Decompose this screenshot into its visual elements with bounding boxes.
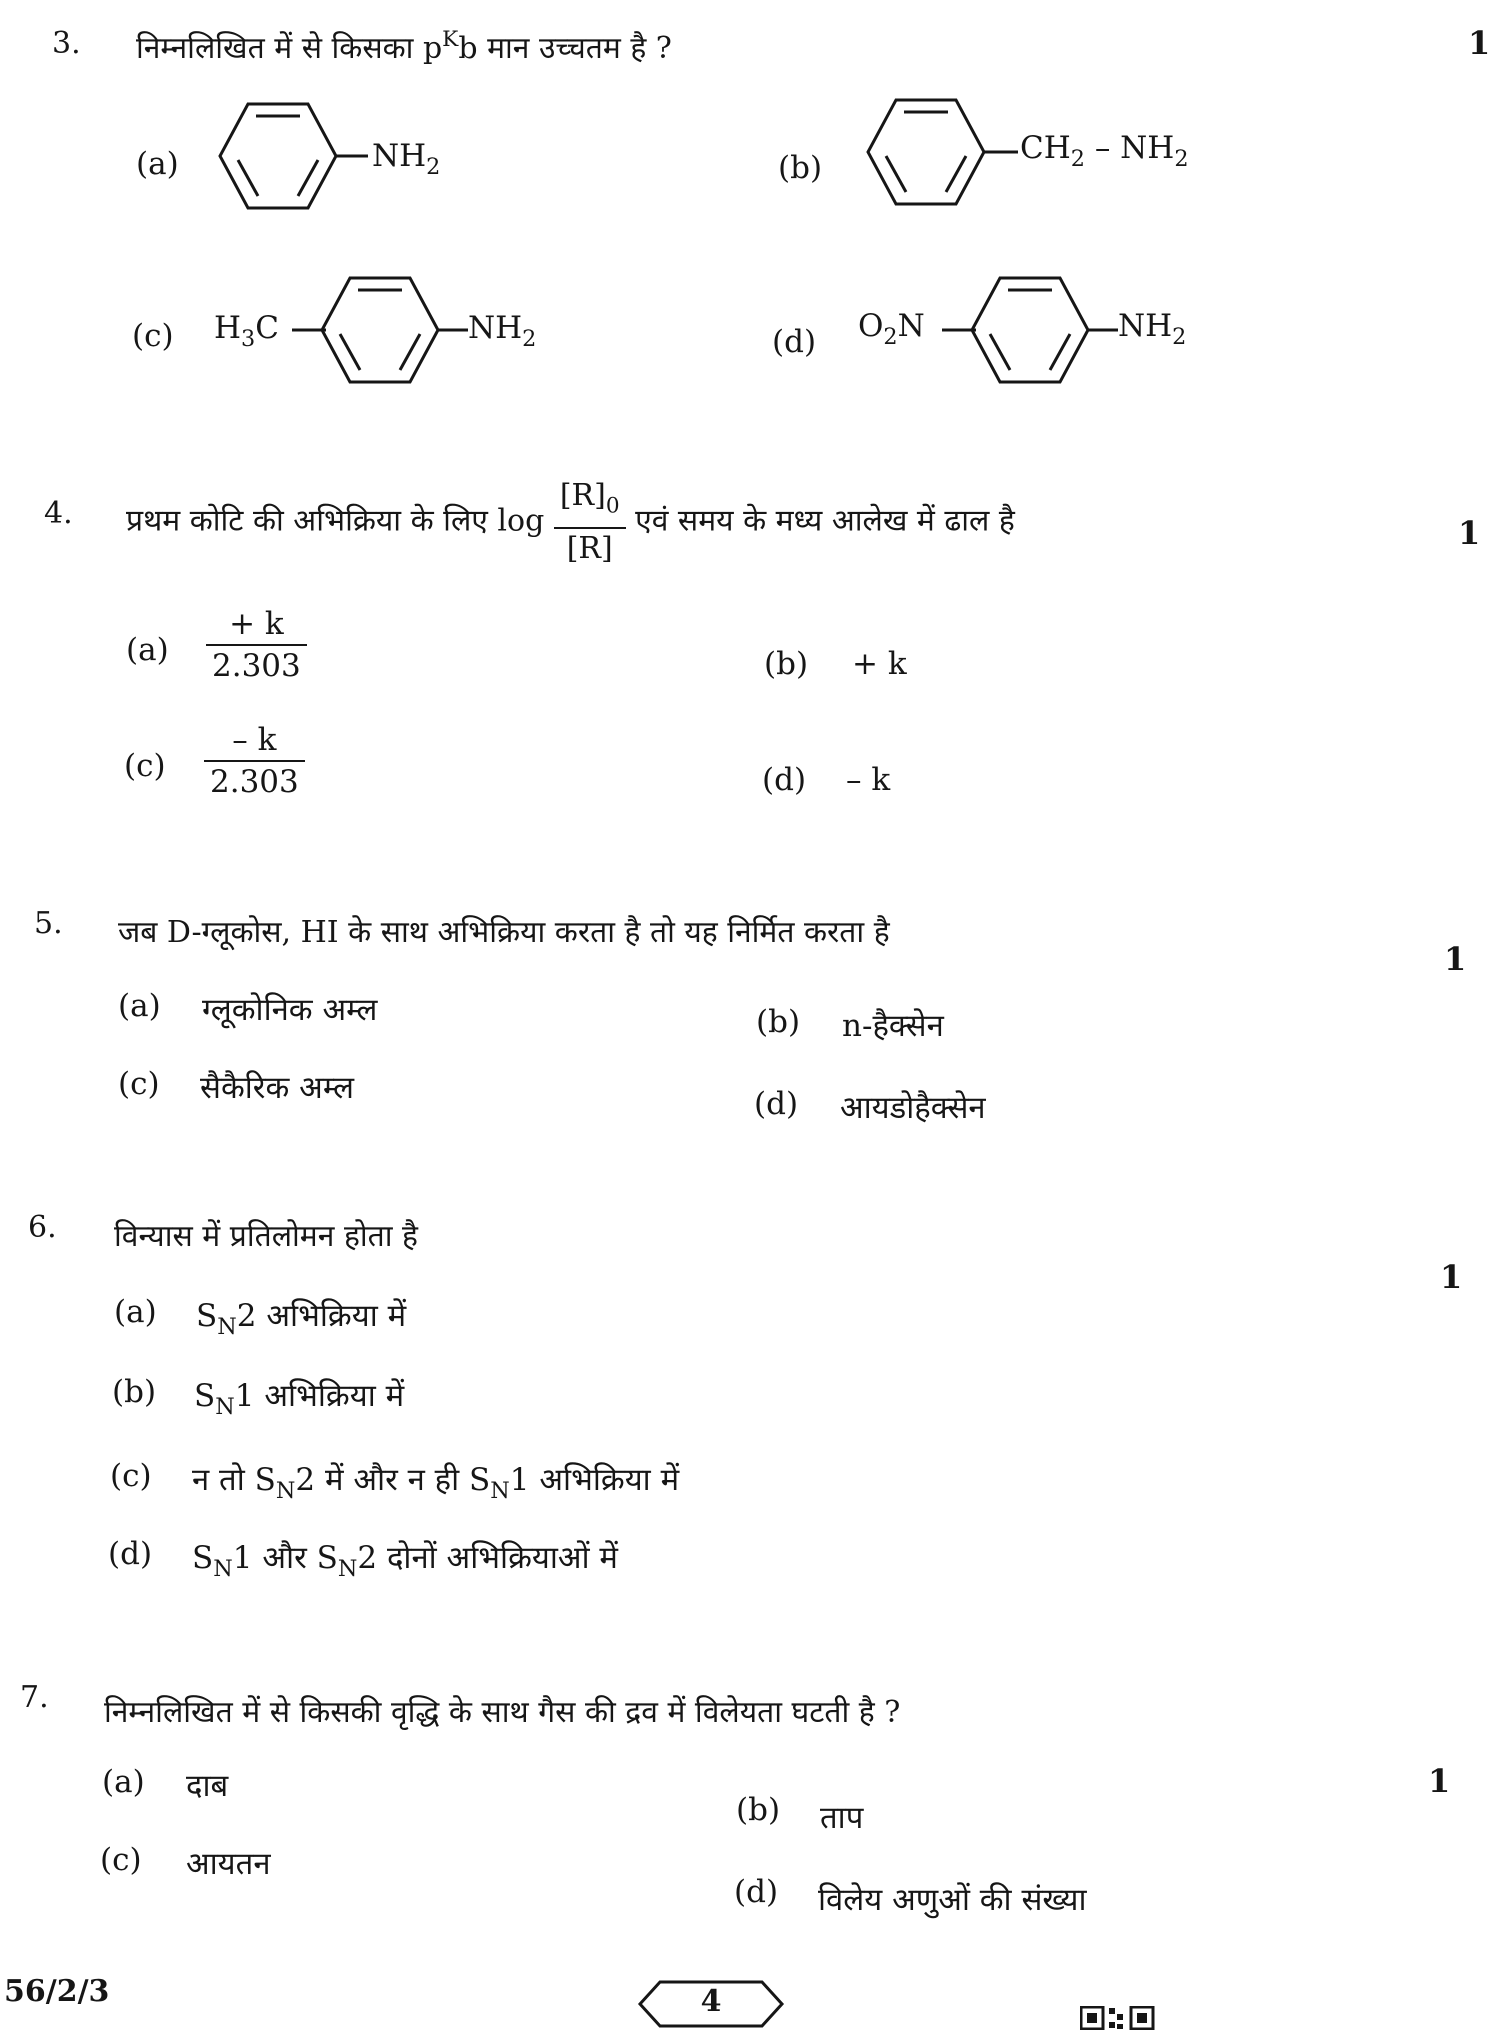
q6-option-c-label: (c) (110, 1458, 152, 1494)
q3-marks: 1 (1468, 24, 1491, 62)
q4-option-c-value: $\frac{- k}{2.303}$ (204, 720, 305, 802)
q7-option-a-label: (a) (102, 1764, 145, 1800)
q5-option-a-text: ग्लूकोनिक अम्ल (202, 992, 378, 1028)
q7-option-c-label: (c) (100, 1842, 142, 1878)
page-number-badge (636, 1978, 786, 2030)
q7-option-b-text: ताप (820, 1800, 864, 1836)
q7-text: निम्नलिखित में से किसकी वृद्धि के साथ गैस की द्रव में विलेयता घटती है ? (104, 1695, 901, 1730)
q7-option-d-text: विलेय अणुओं की संख्या (818, 1882, 1087, 1918)
q6-option-b-text: $S_N1$ अभिक्रिया में (194, 1378, 405, 1420)
q7-number: 7. (20, 1680, 49, 1715)
q7-marks: 1 (1428, 1762, 1451, 1800)
q5-option-c-text: सैकैरिक अम्ल (200, 1070, 355, 1106)
q3-text: निम्नलिखित में से किसका $p^Kb$ मान उच्चतम है ? (136, 27, 672, 66)
paper-code: 56/2/3 (4, 1974, 110, 2009)
q3-option-c-benzene-ring (318, 272, 448, 392)
page-number: 4 (700, 1984, 722, 2019)
q3-option-a-amine: $NH_2$ (372, 138, 441, 180)
q4-log-fraction: $\frac{[R]_0}{[R]}$ (554, 476, 626, 569)
q4-number: 4. (44, 496, 73, 531)
q5-option-c-label: (c) (118, 1066, 160, 1102)
q5-number: 5. (34, 906, 63, 941)
q4-marks: 1 (1458, 514, 1481, 552)
q3-option-d-label: (d) (772, 324, 817, 360)
q3-option-b-label: (b) (778, 150, 823, 186)
q4-option-d-label: (d) (762, 762, 807, 798)
q7-option-d-label: (d) (734, 1874, 779, 1910)
q3-option-b-substituent: $CH_2 - NH_2$ (1020, 130, 1189, 172)
qr-code-icon (1080, 2006, 1160, 2030)
q6-option-a-text: $S_N2$ अभिक्रिया में (196, 1298, 407, 1340)
q4-option-c-label: (c) (124, 748, 166, 784)
q5-option-a-label: (a) (118, 988, 161, 1024)
q5-option-b-text: n-हैक्सेन (842, 1008, 944, 1044)
q7-option-c-text: आयतन (186, 1846, 271, 1882)
q3-option-c-amine: $NH_2$ (468, 310, 537, 352)
q6-option-d-text: $S_N1$ और $S_N2$ दोनों अभिक्रियाओं में (192, 1540, 618, 1582)
q6-option-d-label: (d) (108, 1536, 153, 1572)
q3-option-b-benzene-ring (866, 92, 996, 212)
q5-option-b-label: (b) (756, 1004, 801, 1040)
q7-option-b-label: (b) (736, 1792, 781, 1828)
q6-option-c-text: न तो $S_N2$ में और न ही $S_N1$ अभिक्रिया में (192, 1462, 680, 1504)
q3-option-d-benzene-ring (968, 272, 1098, 392)
q4-option-a-label: (a) (126, 632, 169, 668)
q4-option-a-value: $\frac{+ k}{2.303}$ (206, 604, 307, 686)
q5-option-d-text: आयडोहैक्सेन (840, 1090, 986, 1126)
q7-option-a-text: दाब (186, 1768, 229, 1804)
q6-marks: 1 (1440, 1258, 1463, 1296)
q6-option-b-label: (b) (112, 1374, 157, 1410)
q5-text: जब D-ग्लूकोस, HI के साथ अभिक्रिया करता है तो यह निर्मित करता है (118, 915, 890, 950)
q5-option-d-label: (d) (754, 1086, 799, 1122)
q4-option-b-value: + k (852, 646, 907, 682)
q3-option-c-methyl: $H_3C$ (214, 310, 279, 352)
q6-option-a-label: (a) (114, 1294, 157, 1330)
q6-number: 6. (28, 1210, 57, 1245)
q6-text: विन्यास में प्रतिलोमन होता है (114, 1219, 418, 1254)
q3-option-c-label: (c) (132, 318, 174, 354)
q4-option-d-value: – k (846, 762, 891, 798)
q5-marks: 1 (1444, 940, 1467, 978)
q4-text: प्रथम कोटि की अभिक्रिया के लिए log $\frac{[R]_0}{[R]}$ एवं समय के मध्य आलेख में ढाल है (126, 476, 1015, 569)
q3-option-a-benzene-ring (218, 96, 348, 216)
q3-option-d-amine: $NH_2$ (1118, 308, 1187, 350)
q3-option-d-nitro: $O_2N$ (858, 308, 925, 350)
q3-option-a-label: (a) (136, 146, 179, 182)
q4-option-b-label: (b) (764, 646, 809, 682)
q3-number: 3. (52, 26, 81, 61)
